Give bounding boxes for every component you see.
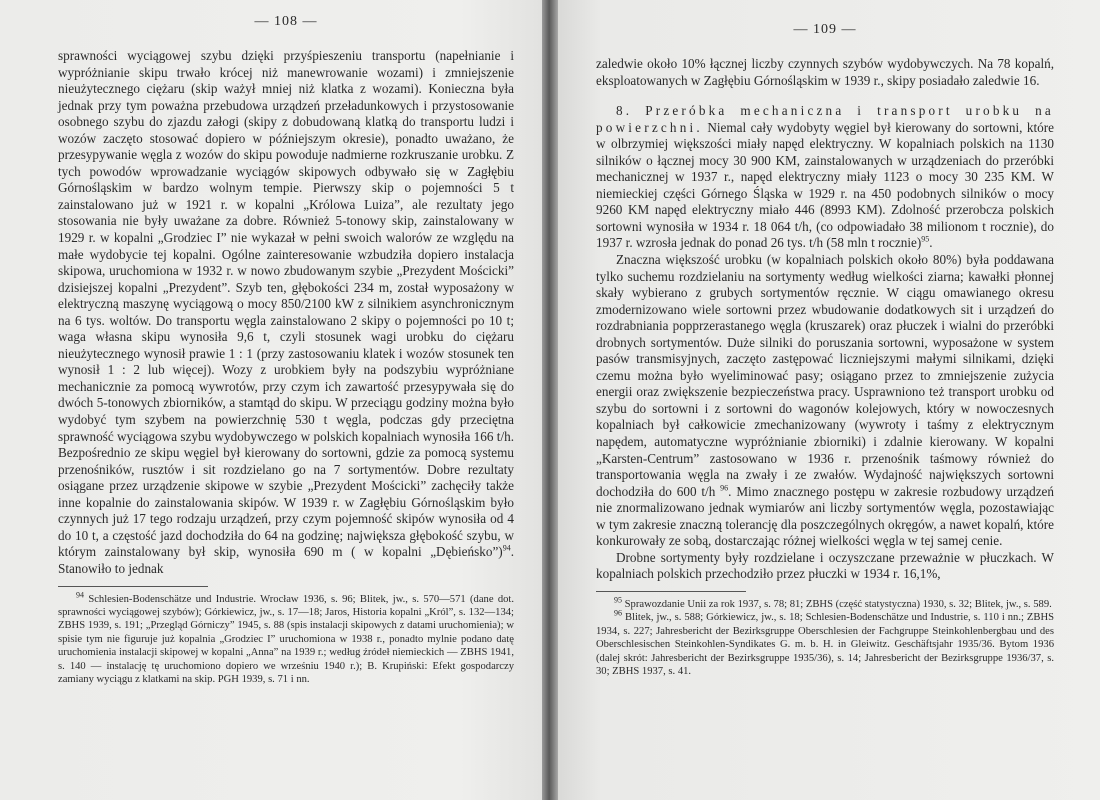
right-footnotes bbox=[596, 595, 1054, 678]
page-number: — 109 — bbox=[793, 22, 857, 37]
footnote-94: Schlesien-Bodenschätze und Industrie. Wrocław 1936, s. 96; Blitek, jw., s. 570—571 (dane dot. sprawności wyciągowej szybów); Górkiewicz, jw., s. 17—18; Jaros, Historia kopalni „Król”, s. 132—134; ZBHS 1939, s. 191; „Przegląd Górniczy” 1945, s. 88 (spis instalacji skipowych z datami uruchomienia); w spisie tym nie figuruje już kopalnia „Grodziec I” uruchomiona w 1938 r., ponadto mylnie podano datę uruchomienia instalacji skipowej w kopalni „Anna” na 1939 r.; według źródeł niemieckich — ZBHS 1941, s. 140 — instalację tę uruchomiono dopiero we wrześniu 1940 r.); B. Krupiński: Efekt gospodarczy zamiany wyciągu z klatkami na skip. PGH 1939, s. 71 i nn. bbox=[58, 593, 515, 685]
right-page bbox=[558, 0, 1100, 800]
left-page bbox=[0, 0, 542, 800]
footnote-number: 96 bbox=[614, 608, 622, 618]
footnote-divider bbox=[58, 586, 208, 587]
footnote-96: Blitek, jw., s. 588; Górkiewicz, jw., s. 18; Schlesien-Bodenschätze und Industrie, s. 110 i nn.; ZBHS 1934, s. 227; Jahresbericht der Bezirksgruppe Oberschlesien der Fachgruppe Steinkohlenbergbau und des Oberschlesischen Steinkohlen-Syndikates G. m. b. H. in Gleiwitz. Geschäftsjahr 1935/36. Bytom 1936 (dalej skrót: Jahresbericht der Bezirksgruppe 1935/36), s. 14; Jahresbericht der Bezirksgruppe 1936/37, s. 30; ZBHS 1937, s. 41. bbox=[596, 612, 1054, 677]
left-footnotes bbox=[58, 589, 515, 687]
right-opening-paragraph: zaledwie około 10% łącznej liczby czynnych szybów wydobywczych. Na 78 kopalń, eksploatowanych w Zagłębiu Górnośląskim w 1939 r., skipy posiadało zaledwie 16. bbox=[596, 56, 1054, 88]
page-number: — 108 — bbox=[254, 14, 318, 29]
right-paragraph: Drobne sortymenty były rozdzielane i oczyszczane przeważnie w płuczkach. W kopalniach polskich przechodziło przez płuczki w 1934 r. 16,1%, bbox=[596, 549, 1054, 582]
right-paragraph: Niemal cały wydobyty węgiel był kierowany do sortowni, które w olbrzymiej większości miały napęd elektryczny. W kopalniach polskich na 1130 silników o łącznej mocy 30 900 KM, zainstalowanych w urządzeniach do przeróbki mechanicznej w 1937 r., napęd elektryczny miały 1123 o mocy 30 235 KM. W niemieckiej części Górnego Śląska w 1929 r. na 450 podobnych silników o mocy 9260 KM napęd elektryczny miało 446 (8993 KM). Zdolność przerobcza polskich sortowni wynosiła w 1934 r. 18 064 t/h, (co odpowiadało 38 milionom t rocznie), do 1937 r. wzrosła jednak do ponad 26 tys. t/h (58 mln t rocznie) bbox=[596, 119, 1054, 251]
right-paragraph-tail: . Mimo znacznego postępu w zakresie rozbudowy urządzeń nie znormalizowano jednak wymiarów ani liczby sortymentów węgla, pozostawiając w tym zakresie znaczną tolerancję dla poszczególnych okręgów, a nawet kopalń, które konkurowały ze sobą, dostarczając różnej wielkości węgla w tej samej cenie. bbox=[596, 483, 1054, 549]
left-closing-sentence: Stanowiło to jednak bbox=[58, 560, 164, 576]
footnote-divider bbox=[596, 591, 746, 592]
footnote-number: 95 bbox=[614, 595, 622, 605]
footnote-number: 94 bbox=[76, 589, 84, 599]
footnote-ref: 96 bbox=[720, 483, 729, 493]
section-heading: 8. Przeróbka mechaniczna i transport urobku na powierzchni. bbox=[596, 103, 1054, 135]
footnote-ref: 94 bbox=[502, 544, 511, 554]
right-paragraph: Znaczna większość urobku (w kopalniach polskich około 80%) była poddawana tylko suchemu rozdzielaniu na sortymenty według wielkości ziarna; kawałki płonnej skały wybierano z grubych sortymentów ręcznie. W ciągu omawianego okresu zmodernizowano wiele sortowni przez wbudowanie dodatkowych sit i urządzeń do rozdrabniania popprzerastanego węgla (kruszarek) oraz płuczek i wialni do przeróbki drobnych sortymentów. Duże silniki do poruszania sortowni, wyposażone w system pasów transmisyjnych, zaczęto zastępować liczniejszymi małymi silnikami, dzięki czemu można było wyeliminować pasy; osiągano przez to zmniejszenie zużycia energii oraz zwiększenie bezpieczeństwa pracy. Usprawniono też transport urobku od szybu do sortowni i z sortowni do wagonów kolejowych, który w nowoczesnych kopalniach był całkowicie zmechanizowany (wywroty i taśmy z elektrycznym napędem, automatyczne wypróżnianie zbiorniki) i zdalnie kierowany. W kopalni „Karsten-Centrum” zastosowano w 1936 r. przenośnik taśmowy również do transportowania węgla na zwały i ze zwałów. Wydajność największych sortowni dochodziła do 600 t/h bbox=[596, 252, 1054, 499]
right-body-text: zaledwie około 10% łącznej liczby czynnych szybów wydobywczych. Na 78 kopalń, eksploatowanych w Zagłębiu Górnośląskim w 1939 r., skipy posiadało zaledwie 16. 8. Przeróbka mechaniczna i transport urobku na powierzchni. Niemal cały wydobyty węgiel był kierowany do sortowni, które w olbrzymiej większości miały napęd elektryczny. W kopalniach polskich na 1130 silników o łącznej mocy 30 900 KM, zainstalowanych w urządzeniach do przeróbki mechanicznej w 1937 r., napęd elektryczny miały 1123 o mocy 30 235 KM. W niemieckiej części Górnego Śląska w 1929 r. na 450 podobnych silników o mocy 9260 KM napęd elektryczny miało 446 (8993 KM). Zdolność przerobcza polskich sortowni wynosiła w 1934 r. 18 064 t/h, (co odpowiadało 38 milionom t rocznie), do 1937 r. wzrosła jednak do ponad 26 tys. t/h (58 mln t rocznie)$^{95}$. Znaczna większość urobku (w kopalniach polskich około 80%) była poddawana tylko suchemu rozdzielaniu na sortymenty według wielkości ziarna; kawałki płonnej skały wybierano z grubych sortymentów ręcznie. W ciągu omawianego okresu zmodernizowano wiele sortowni przez wbudowanie dodatkowych sit i urządzeń do rozdrabniania popprzerastanego węgla (kruszarek) oraz płuczek i wialni do przeróbki drobnych sortymentów. Duże silniki do poruszania sortowni, wyposażone w system pasów transmisyjnych, zaczęto zastępować liczniejszymi małymi silnikami, dzięki czemu można było wyeliminować pasy; osiągano przez to zmniejszenie zużycia energii oraz zwiększenie bezpieczeństwa pracy. Usprawniono też transport urobku od szybu do sortowni i z sortowni do wagonów kolejowych, który w nowoczesnych kopalniach był całkowicie zmechanizowany (wywroty i taśmy z elektrycznym napędem, automatyczne wypróżnianie zbiorniki) i zdalnie kierowany. W kopalni „Karsten-Centrum” zastosowano w 1936 r. przenośnik taśmowy również do transportowania węgla na zwały i ze zwałów. Wydajność największych sortowni dochodziła do 600 t/h $^{96}$. Mimo znacznego postępu w zakresie rozbudowy urządzeń nie znormalizowano jednak wymiarów ani liczby sortymentów węgla, pozostawiając w tym zakresie znaczną tolerancję dla poszczególnych okręgów, a nawet kopalń, które konkurowały ze sobą, dostarczając różnej wielkości węgla w tej samej cenie. Drobne sortymenty były rozdzielane i oczyszczane przeważnie w płuczkach. W kopalniach polskich przechodziło przez płuczki w 1934 r. 16,1%, bbox=[596, 56, 1054, 582]
book-gutter bbox=[542, 0, 558, 800]
left-paragraph: sprawności wyciągowej szybu dzięki przyśpieszeniu transportu (napełnianie i wypróżnianie skipu trwało krócej niż manewrowanie wozami) i zmniejszenie nieużytecznego ciężaru (skip ważył mniej niż klatka z wozami). Konieczna była jednak przy tym poważna przebudowa urządzeń przeładunkowych i przystosowanie osobnego szybu do zjazdu załogi (skipy z dobudowaną klatką do transportu ludzi i wozów zaczęto stosować dopiero w późniejszym okresie), ponadto uważano, że przesypywanie węgla z wozów do skipu powoduje nadmierne rozkruszanie urobku. Z tych powodów wprowadzanie wyciągów skipowych odbywało się w Zagłębiu Górnośląskim w bardzo wolnym tempie. Pierwszy skip o pojemności 5 t zainstalowano już w 1921 r. w kopalni „Królowa Luiza”, ale rezultaty jego stosowania nie były uważane za dobre. Również 5-tonowy skip, zainstalowany w 1929 r. w kopalni „Grodziec I” nie wykazał w pełni swoich walorów ze względu na małe wydobycie tej kopalni. Ogólne zainteresowanie wzbudziła dopiero instalacja skipowa, uruchomiona w 1932 r. w nowo zbudowanym szybie „Prezydent Mościcki” dzisiejszej kopalni „Prezydent”. Szyb ten, głębokości 234 m, został wyposażony w elektryczną maszynę wyciągową o mocy 850/2100 kW z silnikiem asynchronicznym na 6 tys. woltów. Do transportu węgla zainstalowano 2 skipy o pojemności po 10 t; waga własna skipu wynosiła 9,6 t, czyli stosunek wagi urobku do ciężaru nieużytecznego wynosił prawie 1 : 1 (przy zastosowaniu klatek i wozów stosunek ten wynosił 1 : 2 lub więcej). Wozy z urobkiem były na podszybiu wypróżniane mechanicznie za pomocą wywrotów, przy czym ich zawartość przesypywała się do dwóch 5-tonowych zbiorników, a stamtąd do skipu. W przeciągu godziny można było wydobyć tym szybem na powierzchnię 530 t węgla, podczas gdy przeciętna sprawność wyciągowa szybu wydobywczego w polskich kopalniach wynosiła 166 t/h. Bezpośrednio ze skipu węgiel był kierowany do sortowni, gdzie za pomocą systemu przenośników, rusztów i sit rozdzielano go na 7 sortymentów. Dobre rezultaty osiągane przez urządzenie skipowe w szybie „Prezydent Mościcki” zachęciły także inne kopalnie do zainstalowania skipów. W 1939 r. w Zagłębiu Górnośląskim było czynnych już 17 tego rodzaju urządzeń, przy czym pojemność skipów wynosiła od 4 do 10 t, a częstość jazd dochodziła do 64 na godzinę; największa głębokość szybu, w którym zainstalowany był skip, wynosiła 690 m ( w kopalni „Dębieńsko”) bbox=[58, 48, 514, 560]
footnote-ref: 95 bbox=[921, 235, 930, 245]
left-body-text: sprawności wyciągowej szybu dzięki przyśpieszeniu transportu (napełnianie i wypróżnianie skipu trwało krócej niż manewrowanie wozami) i zmniejszenie nieużytecznego ciężaru (skip ważył mniej niż klatka z wozami). Konieczna była jednak przy tym poważna przebudowa urządzeń przeładunkowych i przystosowanie osobnego szybu do zjazdu załogi (skipy z dobudowaną klatką do transportu ludzi i wozów zaczęto stosować dopiero w późniejszym okresie), ponadto uważano, że przesypywanie węgla z wozów do skipu powoduje nadmierne rozkruszanie urobku. Z tych powodów wprowadzanie wyciągów skipowych odbywało się w Zagłębiu Górnośląskim w bardzo wolnym tempie. Pierwszy skip o pojemności 5 t zainstalowano już w 1921 r. w kopalni „Królowa Luiza”, ale rezultaty jego stosowania nie były uważane za dobre. Również 5-tonowy skip, zainstalowany w 1929 r. w kopalni „Grodziec I” nie wykazał w pełni swoich walorów ze względu na małe wydobycie tej kopalni. Ogólne zainteresowanie wzbudziła dopiero instalacja skipowa, uruchomiona w 1932 r. w nowo zbudowanym szybie „Prezydent Mościcki” dzisiejszej kopalni „Prezydent”. Szyb ten, głębokości 234 m, został wyposażony w elektryczną maszynę wyciągową o mocy 850/2100 kW z silnikiem asynchronicznym na 6 tys. woltów. Do transportu węgla zainstalowano 2 skipy o pojemności po 10 t; waga własna skipu wynosiła 9,6 t, czyli stosunek wagi urobku do ciężaru nieużytecznego wynosił prawie 1 : 1 (przy zastosowaniu klatek i wozów stosunek ten wynosił 1 : 2 lub więcej). Wozy z urobkiem były na podszybiu wypróżniane mechanicznie za pomocą wywrotów, przy czym ich zawartość przesypywała się do dwóch 5-tonowych zbiorników, a stamtąd do skipu. W przeciągu godziny można było wydobyć tym szybem na powierzchnię 530 t węgla, podczas gdy przeciętna sprawność wyciągowa szybu wydobywczego w polskich kopalniach wynosiła 166 t/h. Bezpośrednio ze skipu węgiel był kierowany do sortowni, gdzie za pomocą systemu przenośników, rusztów i sit rozdzielano go na 7 sortymentów. Dobre rezultaty osiągane przez urządzenie skipowe w szybie „Prezydent Mościcki” zachęciły także inne kopalnie do zainstalowania skipów. W 1939 r. w Zagłębiu Górnośląskim było czynnych już 17 tego rodzaju urządzeń, przy czym pojemność skipów wynosiła od 4 do 10 t, a częstość jazd dochodziła do 64 na godzinę; największa głębokość szybu, w którym zainstalowany był skip, wynosiła 690 m ( w kopalni „Dębieńsko”)$^{94}$. Stanowiło to jednak bbox=[58, 48, 514, 576]
footnote-95: Sprawozdanie Unii za rok 1937, s. 78; 81; ZBHS (część statystyczna) 1930, s. 32; Blitek, jw., s. 589. bbox=[624, 598, 1052, 610]
